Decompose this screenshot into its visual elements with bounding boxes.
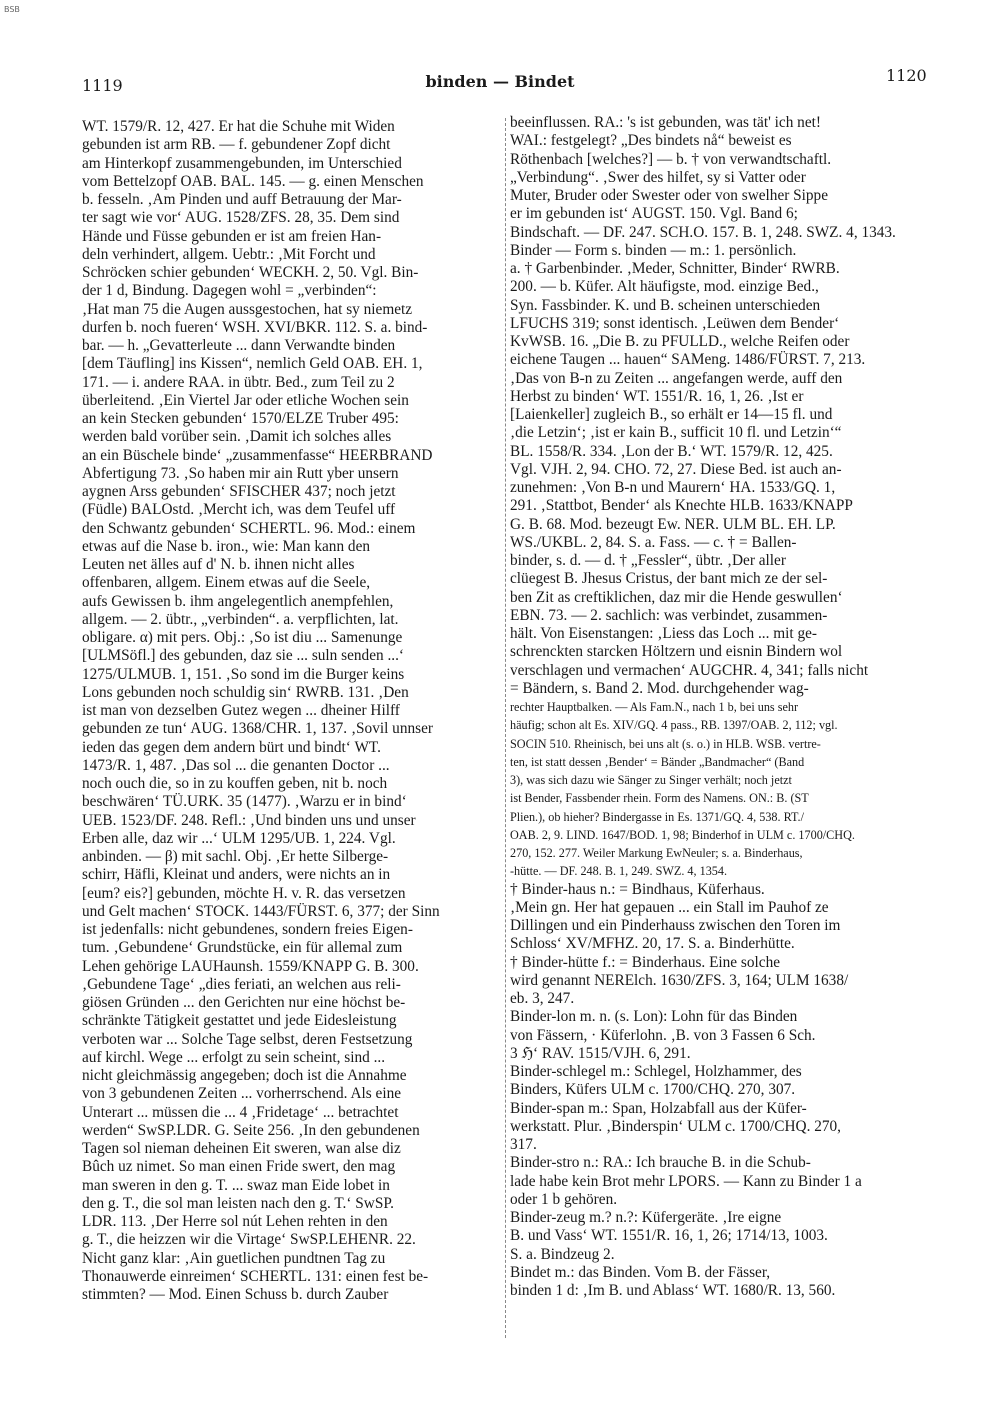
- text-line: -hütte. — DF. 248. B. 1, 249. SWZ. 4, 1354.: [510, 864, 728, 879]
- text-line: WAI.: festgelegt? „Des bindets nå“ beweist es: [510, 132, 792, 150]
- text-line: bar. — h. „Gevatterleute ... dann Verwandte binden: [82, 337, 396, 354]
- text-line: † Binder-haus n.: = Bindhaus, Küferhaus.: [510, 880, 765, 898]
- text-line: Dillingen und ein Pinderhauss zwischen den Toren im: [510, 917, 841, 934]
- text-line: schirr, Häfli, Kleinat und anders, were nichts an in: [82, 866, 391, 884]
- text-line: eichene Taugen ... hauen“ SAMeng. 1486/FÜRST. 7, 213.: [510, 351, 866, 369]
- text-line: werden bald vorüber sein. ‚Damit ich solches alles: [82, 428, 392, 446]
- text-line: clüegest B. Jhesus Cristus, der bant mich ze der sel-: [510, 570, 828, 588]
- text-line: beeinflussen. RA.: 's ist gebunden, was tät' ich net!: [510, 114, 821, 131]
- text-line: ieden das gegen dem andern bürt und bindt‘ WT.: [82, 738, 381, 756]
- text-line: Abfertigung 73. ‚So haben mir ain Rutt yber unsern: [82, 464, 399, 482]
- text-line: Binder-stro n.: RA.: Ich brauche B. in die Schub-: [510, 1154, 811, 1172]
- text-line: Schröcken schier gebunden‘ WECKH. 2, 50. Vgl. Bin-: [82, 264, 419, 281]
- text-line: ten, ist statt dessen ‚Bender‘ = Bänder „Bandmacher“ (Band: [510, 754, 805, 769]
- text-line: ‚Gebundene Tage‘ „dies feriati, an welchen aus reli-: [82, 975, 401, 993]
- text-line: [Laienkeller] zugleich B., so erhält er 14—15 fl. und: [510, 406, 833, 423]
- text-line: hält. Von Eisenstangen: ‚Liess das Loch ... mit ge-: [510, 625, 818, 642]
- text-line: ‚Das von B-n zu Zeiten ... angefangen werde, auff den: [510, 369, 843, 387]
- text-line: giösen Gründen ... den Gerichten nur eine höchst be-: [82, 994, 406, 1011]
- text-line: an kein Stecken gebunden‘ 1570/ELZE Truber 495:: [82, 410, 399, 427]
- text-line: Binder-zeug m.? n.?: Küfergeräte. ‚Ire eigne: [510, 1209, 782, 1226]
- text-line: Binders, Küfers ULM c. 1700/CHQ. 270, 307.: [510, 1081, 796, 1099]
- text-line: Bûch uz nimet. So man einen Fride swert, den mag: [82, 1158, 396, 1176]
- text-line: a. † Garbenbinder. ‚Meder, Schnitter, Binder‘ RWRB.: [510, 260, 840, 277]
- text-line: Muter, Bruder oder Swester oder von swelher Sippe: [510, 187, 828, 204]
- running-head: binden — Bindet: [425, 72, 575, 91]
- text-line: 291. ‚Stattbot, Bender‘ als Knechte HLB. 1633/KNAPP: [510, 497, 853, 515]
- text-line: ‚Mein gn. Her hat gepauen ... ein Stall im Pauhof ze: [510, 898, 829, 916]
- text-line: am Hinterkopf zusammengebunden, im Unterschied: [82, 154, 402, 172]
- text-line: offenbaren, allgem. Einem etwas auf die Seele,: [82, 574, 371, 592]
- text-line: obligare. α) mit pers. Obj.: ‚So ist diu ... Samenunge: [82, 629, 403, 646]
- text-line: lade habe kein Brot mehr LPORS. — Kann zu Binder 1 a: [510, 1172, 862, 1190]
- text-line: gebunden ist arm RB. — f. gebundener Zopf dicht: [82, 136, 391, 154]
- text-line: binder, s. d. — d. † „Fessler“, übtr. ‚Der aller: [510, 552, 786, 569]
- text-line: aygnen Arss gebunden‘ SFISCHER 437; noch jetzt: [82, 483, 396, 500]
- text-line: ist jedenfalls: nicht gebundenes, sondern freies Eigen-: [82, 921, 413, 938]
- text-line: auf kirchl. Wege ... erfolgt zu sein scheint, sind ...: [82, 1048, 386, 1066]
- text-line: S. a. Bindzeug 2.: [510, 1245, 615, 1263]
- text-line: verboten war ... Solche Tage selbst, deren Festsetzung: [82, 1030, 413, 1048]
- text-line: werden“ SwSP.LDR. G. Seite 256. ‚In den gebundenen: [82, 1121, 420, 1139]
- text-line: schränkte Tätigkeit gestattet und jede Eidesleistung: [82, 1012, 397, 1030]
- text-line: Erben alle, daz wir ...‘ ULM 1295/UB. 1, 224. Vgl.: [82, 829, 396, 847]
- text-line: b. fesseln. ‚Am Pinden und auff Betrauung der Mar-: [82, 191, 402, 208]
- text-line: [dem Täufling] ins Kissen“, nemlich Geld OAB. EH. 1,: [82, 355, 423, 373]
- text-line: schrenckten starcken Höltzern und eisnin Bindern wol: [510, 643, 843, 661]
- text-line: LDR. 113. ‚Der Herre sol nút Lehen rehten in den: [82, 1213, 388, 1230]
- text-line: von Fässern, · Küferlohn. ‚B. von 3 Fassen 6 Sch.: [510, 1026, 816, 1044]
- library-watermark: BSB: [4, 5, 20, 14]
- text-line: oder 1 b gehören.: [510, 1190, 618, 1208]
- text-line: Binder-span m.: Span, Holzabfall aus der Küfer-: [510, 1099, 807, 1117]
- text-line: = Bändern, s. Band 2. Mod. durchgehender wag-: [510, 679, 809, 697]
- text-line: Lons gebunden noch schuldig sin‘ RWRB. 131. ‚Den: [82, 683, 409, 701]
- text-line: [eum? eis?] gebunden, möchte H. v. R. das versetzen: [82, 884, 406, 902]
- left-column: [82, 118, 502, 1304]
- text-line: zunehmen: ‚Von B-n und Maurern‘ HA. 1533/GQ. 1,: [510, 479, 836, 496]
- text-line: der 1 d, Bindung. Dagegen wohl = „verbinden“:: [82, 282, 377, 300]
- text-line: rechter Hauptbalken. — Als Fam.N., nach 1 b, bei uns sehr: [510, 700, 799, 714]
- text-line: man sweren in den g. T. ... swaz man Eide lobet in: [82, 1176, 390, 1194]
- text-line: Herbst zu binden‘ WT. 1551/R. 16, 1, 26. ‚Ist er: [510, 387, 804, 405]
- text-line: gebunden ze tun‘ AUG. 1368/CHR. 1, 137. ‚Sovil unnser: [82, 720, 433, 738]
- text-line: Binder-schlegel m.: Schlegel, Holzhammer, des: [510, 1063, 802, 1080]
- text-line: er im gebunden ist‘ AUGST. 150. Vgl. Band 6;: [510, 205, 798, 223]
- text-line: g. T., die heizzen wir die Virtage‘ SwSP.LEHENR. 22.: [82, 1231, 416, 1249]
- text-line: Binder-lon m. n. (s. Lon): Lohn für das Binden: [510, 1008, 798, 1026]
- text-line: verschlagen und vermachen‘ AUGCHR. 4, 341; falls nicht: [510, 661, 869, 679]
- text-line: Tagen sol nieman deheinen Eit sweren, wan alse diz: [82, 1140, 401, 1157]
- text-line: 3 ℌ‘ RAV. 1515/VJH. 6, 291.: [510, 1044, 691, 1062]
- text-line: Bindschaft. — DF. 247. SCH.O. 157. B. 1, 248. SWZ. 4, 1343.: [510, 223, 896, 241]
- text-line: UEB. 1523/DF. 248. Refl.: ‚Und binden uns und unser: [82, 811, 416, 829]
- page-number-left: 1119: [82, 76, 123, 95]
- text-line: Vgl. VJH. 2, 94. CHO. 72, 27. Diese Bed. ist auch an-: [510, 460, 842, 478]
- text-line: Binder — Form s. binden — m.: 1. persönlich.: [510, 241, 797, 259]
- text-line: Syn. Fassbinder. K. und B. scheinen unterschieden: [510, 296, 821, 314]
- text-line: von 3 gebundenen Zeiten ... vorherrschend. Als eine: [82, 1085, 402, 1103]
- text-line: WT. 1579/R. 12, 427. Er hat die Schuhe mit Widen: [82, 118, 395, 135]
- text-line: OAB. 2, 9. LIND. 1647/BOD. 1, 98; Binderhof in ULM c. 1700/CHQ.: [510, 827, 855, 842]
- text-line: WS./UKBL. 2, 84. S. a. Fass. — c. † = Ballen-: [510, 533, 797, 551]
- text-line: den Schwantz gebunden‘ SCHERTL. 96. Mod.: einem: [82, 519, 416, 537]
- text-line: Bindet m.: das Binden. Vom B. der Fässer,: [510, 1263, 771, 1281]
- text-line: etwas auf die Nase b. iron., wie: Man kann den: [82, 537, 371, 555]
- text-line: ist Bender, Fassbender rhein. Form des Namens. ON.: B. (ST: [510, 791, 809, 806]
- text-line: noch ouch die, so in zu kouffen geben, nit b. noch: [82, 775, 388, 792]
- text-line: SOCIN 510. Rheinisch, bei uns alt (s. o.) in HLB. WSB. vertre-: [510, 736, 821, 751]
- text-line: Thonauwerde einreimen‘ SCHERTL. 131: einen fest be-: [82, 1267, 429, 1285]
- text-line: wird genannt NERElch. 1630/ZFS. 3, 164; ULM 1638/: [510, 971, 849, 989]
- column-divider: [505, 118, 506, 1338]
- text-line: an ein Büschele binde‘ „zusammenfasse“ HEERBRAND: [82, 446, 433, 464]
- text-line: EBN. 73. — 2. sachlich: was verbindet, zusammen-: [510, 606, 828, 624]
- text-line: stimmten? — Mod. Einen Schuss b. durch Zauber: [82, 1286, 389, 1303]
- text-line: den g. T., die sol man leisten nach den g. T.‘ SwSP.: [82, 1194, 394, 1212]
- text-line: Lehen gehörige LAUHaunsh. 1559/KNAPP G. B. 300.: [82, 957, 419, 975]
- text-line: ‚die Letzin‘; ‚ist er kain B., sufficit 10 fl. und Letzin‘“: [510, 424, 842, 442]
- text-line: vom Bettelzopf OAB. BAL. 145. — g. einen Menschen: [82, 172, 424, 190]
- text-line: beschwären‘ TÜ.URK. 35 (1477). ‚Warzu er in bind‘: [82, 793, 407, 811]
- text-line: deln verhindert, allgem. Uebtr.: ‚Mit Forcht und: [82, 245, 376, 263]
- text-line: werkstatt. Plur. ‚Binderspin‘ ULM c. 1700/CHQ. 270,: [510, 1117, 841, 1135]
- text-line: B. und Vass‘ WT. 1551/R. 16, 1, 26; 1714/13, 1003.: [510, 1227, 828, 1245]
- text-line: KvWSB. 16. „Die B. zu PFULLD., welche Reifen oder: [510, 333, 850, 350]
- text-line: Schloss‘ XV/MFHZ. 20, 17. S. a. Binderhütte.: [510, 935, 795, 953]
- text-line: Nicht ganz klar: ‚Ain guetlichen pundtnen Tag zu: [82, 1249, 386, 1267]
- text-line: und Gelt machen‘ STOCK. 1443/FÜRST. 6, 377; der Sinn: [82, 902, 440, 920]
- text-line: † Binder-hütte f.: = Binderhaus. Eine solche: [510, 953, 781, 971]
- text-line: nicht gleichmässig angegeben; doch ist die Annahme: [82, 1067, 407, 1084]
- text-line: BL. 1558/R. 334. ‚Lon der B.‘ WT. 1579/R. 12, 425.: [510, 442, 833, 460]
- text-line: 3), was sich dazu wie Sänger zu Singer verhält; noch jetzt: [510, 773, 792, 787]
- text-line: überleitend. ‚Ein Viertel Jar oder etliche Wochen sein: [82, 391, 409, 409]
- page-number-right: 1120: [886, 66, 927, 85]
- text-line: [ULMSöfl.] des gebunden, daz sie ... suln senden ...‘: [82, 647, 405, 665]
- text-line: häufig; schon alt Es. XIV/GQ. 4 pass., RB. 1397/OAB. 2, 112; vgl.: [510, 718, 838, 733]
- text-line: Hände und Füsse gebunden er ist am freien Han-: [82, 227, 382, 245]
- text-line: ben Zit as creftiklichen, daz mir die Hende geswullen‘: [510, 588, 843, 606]
- text-line: tum. ‚Gebundene‘ Grundstücke, ein für allemal zum: [82, 939, 403, 957]
- text-line: 1473/R. 1, 487. ‚Das sol ... die genanten Doctor ...: [82, 756, 390, 774]
- text-line: Plien.), ob hieher? Bindergasse in Es. 1371/GQ. 4, 538. RT./: [510, 809, 804, 824]
- text-line: ist man von dezselben Gutez wegen ... dheiner Hilff: [82, 702, 400, 719]
- text-line: ‚Hat man 75 die Augen aussgestochen, hat sy niemetz: [82, 300, 413, 318]
- text-line: durfen b. noch fueren‘ WSH. XVI/BKR. 112. S. a. bind-: [82, 318, 428, 336]
- text-line: 171. — i. andere RAA. in übtr. Bed., zum Teil zu 2: [82, 373, 395, 391]
- text-line: Unterart ... müssen die ... 4 ‚Fridetage‘ ... betrachtet: [82, 1103, 399, 1121]
- right-column: [510, 114, 932, 1300]
- text-line: Röthenbach [welches?] — b. † von verwandtschaftl.: [510, 150, 832, 168]
- text-line: G. B. 68. Mod. bezeugt Ew. NER. ULM BL. EH. LP.: [510, 515, 836, 533]
- text-line: LFUCHS 319; sonst identisch. ‚Leüwen dem Bender‘: [510, 314, 840, 332]
- text-line: 1275/ULMUB. 1, 151. ‚So sond im die Burger keins: [82, 665, 405, 683]
- text-line: 270, 152. 277. Weiler Markung EwNeuler; s. a. Binderhaus,: [510, 846, 803, 860]
- text-line: aufs Gewissen b. ihm angelegentlich anempfehlen,: [82, 592, 394, 610]
- text-line: allgem. — 2. übtr., „verbinden“. a. verpflichten, lat.: [82, 610, 399, 628]
- text-line: 200. — b. Küfer. Alt häufigste, mod. einzige Bed.,: [510, 278, 819, 296]
- text-line: eb. 3, 247.: [510, 990, 575, 1007]
- text-line: ter sagt wie vor‘ AUG. 1528/ZFS. 28, 35. Dem sind: [82, 209, 400, 227]
- text-line: „Verbindung“. ‚Swer des hilfet, sy si Vatter oder: [510, 168, 806, 186]
- text-line: (Füdle) BALOstd. ‚Mercht ich, was dem Teufel uff: [82, 501, 396, 519]
- text-line: anbinden. — β) mit sachl. Obj. ‚Er hette Silberge-: [82, 848, 389, 865]
- text-line: 317.: [510, 1136, 537, 1153]
- text-line: binden 1 d: ‚Im B. und Ablass‘ WT. 1680/R. 13, 560.: [510, 1282, 836, 1299]
- text-line: Leuten net älles auf d' N. b. ihnen nicht alles: [82, 556, 355, 573]
